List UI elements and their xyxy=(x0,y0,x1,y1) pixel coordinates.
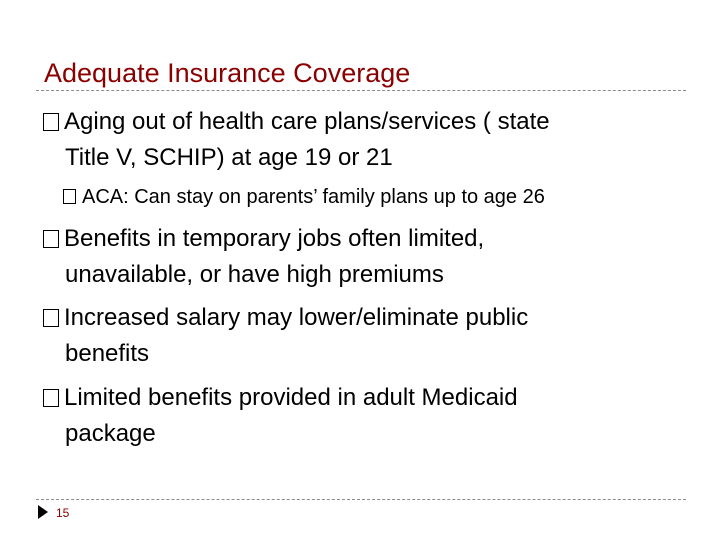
square-bullet-icon xyxy=(43,230,59,248)
bullet-item xyxy=(43,104,683,176)
bullet-text: Limited benefits provided in adult Medicaid xyxy=(64,384,518,411)
bullet-text-continued: Title V, SCHIP) at age 19 or 21 xyxy=(65,144,393,171)
bullet-text: Increased salary may lower/eliminate public xyxy=(64,304,529,331)
square-bullet-icon xyxy=(63,189,76,204)
bullet-item xyxy=(43,300,683,372)
square-bullet-icon xyxy=(43,309,59,327)
bullet-text: Benefits in temporary jobs often limited, xyxy=(64,225,485,252)
bullet-text: Aging out of health care plans/services ( state xyxy=(64,108,550,135)
sub-bullet-item xyxy=(63,183,545,211)
bullet-text-continued: benefits xyxy=(65,340,150,367)
title-divider xyxy=(36,90,686,91)
bullet-text-continued: unavailable, or have high premiums xyxy=(65,261,444,288)
sub-bullet-text: ACA: Can stay on parents’ family plans up to age 26 xyxy=(82,186,545,208)
bullet-item xyxy=(43,221,683,293)
play-triangle-icon xyxy=(38,505,48,519)
square-bullet-icon xyxy=(43,389,59,407)
bullet-text-continued: package xyxy=(65,420,156,447)
slide-title: Adequate Insurance Coverage xyxy=(44,58,411,88)
footer-divider xyxy=(36,499,686,500)
slide-number: 15 xyxy=(56,506,70,520)
square-bullet-icon xyxy=(43,113,59,131)
bullet-item xyxy=(43,380,683,452)
